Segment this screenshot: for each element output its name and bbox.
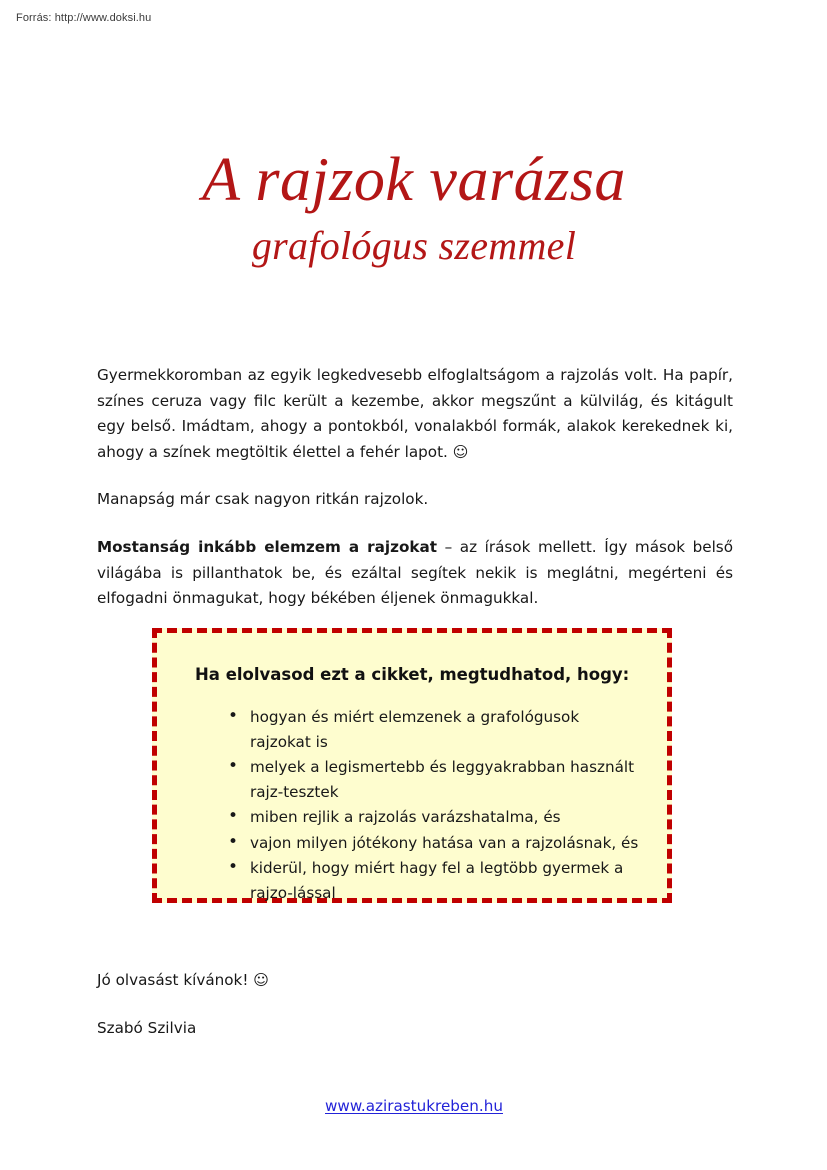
page-subtitle: grafológus szemmel [251,223,577,268]
list-item: • vajon milyen jótékony hatása van a rajzolásnak, és [228,831,639,856]
closing-block [97,968,731,1041]
callout-heading: Ha elolvasod ezt a cikket, megtudhatod, hogy: [195,665,630,684]
title-block [97,148,731,268]
paragraph-intro [97,363,733,465]
source-header: Forrás: http://www.doksi.hu [16,12,152,24]
closing-greeting [97,968,731,994]
paragraph-analysis-lead: Mostanság inkább elemzem a rajzokat [97,537,438,556]
paragraph-analysis-rest: – az írások mellett. Így mások belső világába is pillanthatok be, és ezáltal segítek nekik is meglátni, megérteni és elfogadni önmagukat, hogy békében éljenek önmagukkal. [97,537,733,608]
website-link[interactable]: www.azirastukreben.hu [325,1097,503,1115]
list-item: • hogyan és miért elemzenek a grafológusok rajzokat is [228,705,639,754]
smiley-icon: ☺ [452,442,469,461]
body-text-area [97,363,733,612]
smiley-icon: ☺ [253,971,269,989]
paragraph-analysis [97,535,733,612]
page-title: A rajzok varázsa [202,146,626,214]
list-item: • melyek a legismertebb és leggyakrabban használt rajz-tesztek [228,755,639,804]
highlight-callout-box [152,628,672,903]
closing-greeting-text: Jó olvasást kívánok! [97,971,249,989]
paragraph-rarely-draw: Manapság már csak nagyon ritkán rajzolok. [97,490,429,509]
paragraph-intro-text: Gyermekkoromban az egyik legkedvesebb elfoglaltságom a rajzolás volt. Ha papír, színes ceruza vagy filc került a kezembe, akkor megszűnt a külvilág, és kitágult egy belső. Imádtam, ahogy a pontokból, vonalakból formák, alakok kerekednek ki, ahogy a színek megtöltik élettel a fehér lapot. [97,366,733,461]
callout-list [195,705,639,905]
footer [97,1095,731,1117]
author-signature: Szabó Szilvia [97,1018,197,1037]
list-item: • kiderül, hogy miért hagy fel a legtöbb gyermek a rajzo-lással [228,856,639,905]
list-item: • miben rejlik a rajzolás varázshatalma, és [228,805,639,830]
